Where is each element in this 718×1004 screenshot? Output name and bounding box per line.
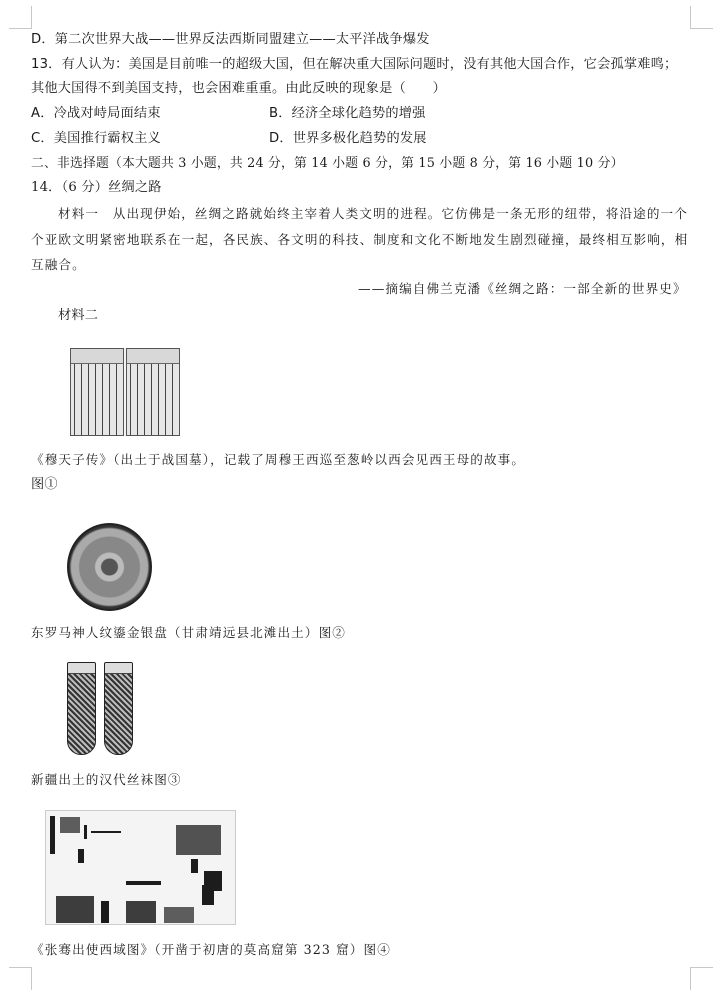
figure-3-sock-right-image: [104, 662, 133, 755]
question-14-title: 14．（6 分）丝绸之路: [31, 180, 162, 195]
figure-1-caption: 《穆天子传》（出土于战国墓），记载了周穆王西巡至葱岭以西会见西王母的故事。: [31, 452, 526, 467]
page-corner-mark-top-left: [9, 6, 32, 29]
material-one-citation: ——摘编自佛兰克潘《丝绸之路：一部全新的世界史》: [358, 281, 687, 296]
prev-question-option-d: D．第二次世界大战——世界反法西斯同盟建立——太平洋战争爆发: [31, 32, 430, 47]
figure-4-mural-image: [45, 810, 236, 925]
figure-3-sock-left-image: [67, 662, 96, 755]
figure-4-caption: 《张骞出使西域图》（开凿于初唐的莫高窟第 323 窟）图④: [31, 942, 391, 957]
section-two-heading: 二、非选择题（本大题共 3 小题，共 24 分，第 14 小题 6 分，第 15 小题 8 分，第 16 小题 10 分）: [31, 156, 624, 171]
page-corner-mark-bottom-right: [690, 967, 713, 990]
figure-1-label: 图①: [31, 477, 58, 492]
figure-3-caption: 新疆出土的汉代丝袜图③: [31, 772, 182, 787]
material-one-line1: 材料一 从出现伊始，丝绸之路就始终主宰着人类文明的进程。它仿佛是一条无形的纽带，将沿途的一个: [58, 206, 688, 221]
figure-2-caption: 东罗马神人纹鎏金银盘（甘肃靖远县北滩出土）图②: [31, 625, 346, 640]
question-13-stem-line1: 13．有人认为：美国是目前唯一的超级大国，但在解决重大国际问题时，没有其他大国合作，它会孤掌难鸣；: [31, 57, 678, 72]
option-c: C．美国推行霸权主义: [31, 131, 161, 146]
material-one-line2: 个亚欧文明紧密地联系在一起，各民族、各文明的科技、制度和文化不断地发生剧烈碰撞，最终相互影响，相: [31, 232, 689, 247]
option-a: A．冷战对峙局面结束: [31, 106, 161, 121]
material-two-label: 材料二: [58, 308, 99, 323]
material-one-line3: 互融合。: [31, 257, 86, 272]
question-13-options-row2: [31, 130, 711, 148]
option-b: B．经济全球化趋势的增强: [269, 106, 426, 121]
page-corner-mark-top-right: [690, 6, 713, 29]
option-d: D．世界多极化趋势的发展: [269, 131, 427, 146]
question-13-options-row1: [31, 105, 711, 123]
figure-1-book-image: [70, 348, 180, 436]
page-corner-mark-bottom-left: [9, 967, 32, 990]
question-13-stem-line2: 其他大国得不到美国支持，也会困难重重。由此反映的现象是（ ）: [31, 81, 447, 96]
figure-2-silver-plate-image: [67, 523, 152, 611]
